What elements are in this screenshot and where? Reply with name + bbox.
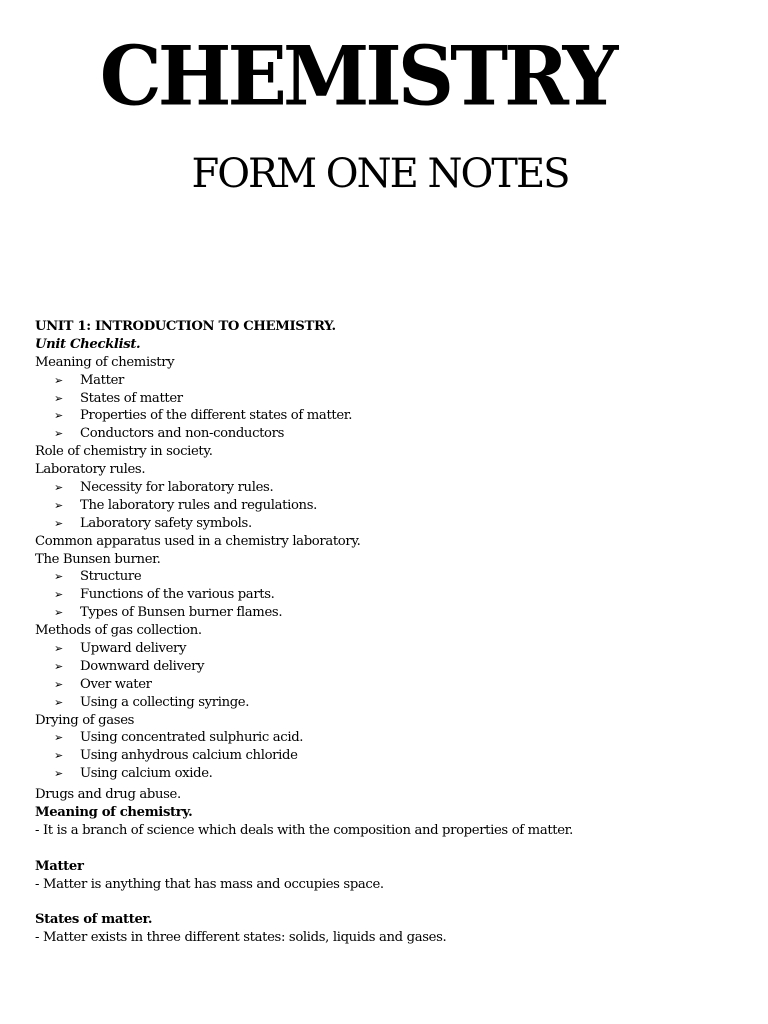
checklist-topic-drying: Drying of gases bbox=[35, 712, 135, 728]
list-item: ➢ Properties of the different states of matter. bbox=[54, 408, 353, 424]
list-item: ➢ Structure bbox=[54, 569, 142, 585]
list-item: ➢ Downward delivery bbox=[54, 658, 205, 674]
arrow-bullet-icon: ➢ bbox=[54, 642, 63, 656]
arrow-bullet-icon: ➢ bbox=[54, 498, 63, 512]
list-item: ➢ Using a collecting syringe. bbox=[54, 694, 250, 710]
document-content bbox=[35, 318, 755, 947]
arrow-bullet-icon: ➢ bbox=[54, 570, 63, 584]
checklist-topic-meaning: Meaning of chemistry bbox=[35, 354, 175, 370]
list-item: ➢ Laboratory safety symbols. bbox=[54, 515, 252, 531]
list-item: ➢ Matter bbox=[54, 372, 124, 388]
checklist-topic-drugs: Drugs and drug abuse. bbox=[35, 787, 181, 803]
arrow-bullet-icon: ➢ bbox=[54, 695, 63, 709]
checklist-topic-role: Role of chemistry in society. bbox=[35, 444, 213, 460]
checklist-label: Unit Checklist. bbox=[35, 336, 141, 352]
list-item: ➢ Conductors and non-conductors bbox=[54, 426, 285, 442]
arrow-bullet-icon: ➢ bbox=[54, 677, 63, 691]
paragraph-states: - Matter exists in three different states: solids, liquids and gases. bbox=[35, 930, 447, 946]
section-heading-meaning: Meaning of chemistry. bbox=[35, 805, 193, 821]
list-item: ➢ Using anhydrous calcium chloride bbox=[54, 748, 298, 764]
arrow-bullet-icon: ➢ bbox=[54, 373, 63, 387]
list-item: ➢ Upward delivery bbox=[54, 641, 187, 657]
arrow-bullet-icon: ➢ bbox=[54, 409, 63, 423]
unit-heading: UNIT 1: INTRODUCTION TO CHEMISTRY. bbox=[35, 319, 336, 334]
document-title: CHEMISTRY bbox=[99, 28, 615, 125]
document-subtitle: FORM ONE NOTES bbox=[191, 151, 569, 197]
paragraph-matter: - Matter is anything that has mass and occupies space. bbox=[35, 876, 384, 892]
arrow-bullet-icon: ➢ bbox=[54, 749, 63, 763]
list-item: ➢ Functions of the various parts. bbox=[54, 587, 275, 603]
list-item: ➢ Types of Bunsen burner flames. bbox=[54, 605, 283, 621]
section-heading-states: States of matter. bbox=[35, 912, 153, 928]
arrow-bullet-icon: ➢ bbox=[54, 588, 63, 602]
checklist-topic-lab-rules: Laboratory rules. bbox=[35, 462, 146, 478]
arrow-bullet-icon: ➢ bbox=[54, 391, 63, 405]
list-item: ➢ Using calcium oxide. bbox=[54, 766, 213, 782]
arrow-bullet-icon: ➢ bbox=[54, 516, 63, 530]
list-item: ➢ States of matter bbox=[54, 390, 183, 406]
list-item: ➢ The laboratory rules and regulations. bbox=[54, 497, 317, 513]
arrow-bullet-icon: ➢ bbox=[54, 767, 63, 781]
arrow-bullet-icon: ➢ bbox=[54, 481, 63, 495]
checklist-topic-bunsen: The Bunsen burner. bbox=[35, 551, 161, 567]
section-heading-matter: Matter bbox=[35, 858, 84, 874]
paragraph-meaning: - It is a branch of science which deals with the composition and properties of matter. bbox=[35, 822, 574, 838]
list-item: ➢ Over water bbox=[54, 676, 152, 692]
list-item: ➢ Using concentrated sulphuric acid. bbox=[54, 730, 304, 746]
arrow-bullet-icon: ➢ bbox=[54, 606, 63, 620]
checklist-topic-gas-collection: Methods of gas collection. bbox=[35, 623, 202, 639]
list-item: ➢ Necessity for laboratory rules. bbox=[54, 480, 274, 496]
arrow-bullet-icon: ➢ bbox=[54, 659, 63, 673]
arrow-bullet-icon: ➢ bbox=[54, 731, 63, 745]
checklist-topic-apparatus: Common apparatus used in a chemistry laboratory. bbox=[35, 533, 361, 549]
arrow-bullet-icon: ➢ bbox=[54, 427, 63, 441]
